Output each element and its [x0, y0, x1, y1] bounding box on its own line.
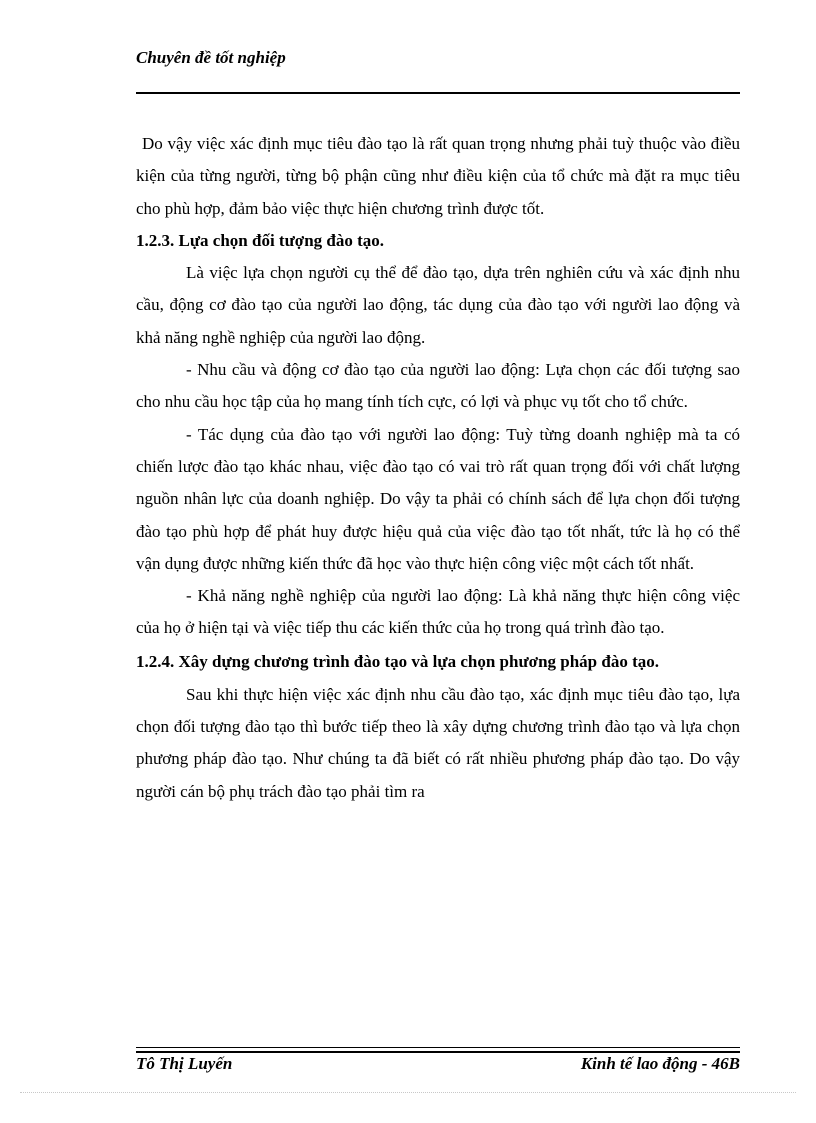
paragraph-program-building: Sau khi thực hiện việc xác định nhu cầu đào tạo, xác định mục tiêu đào tạo, lựa chọn đối tượng đào tạo thì bước tiếp theo là xây dựng chương trình đào tạo và lựa chọn phương pháp đào tạo. Như chúng ta đã biết có rất nhiều phương pháp đào tạo. Do vậy người cán bộ phụ trách đào tạo phải tìm ra: [136, 684, 740, 801]
paragraph-professional-ability: - Khả năng nghề nghiệp của người lao động: Là khả năng thực hiện công việc của họ ở hiện tại và việc tiếp thu các kiến thức của họ trong quá trình đào tạo.: [136, 586, 740, 638]
section-heading-1-2-4: 1.2.4. Xây dựng chương trình đào tạo và lựa chọn phương pháp đào tạo.: [136, 651, 659, 671]
paragraph-intro: Do vậy việc xác định mục tiêu đào tạo là rất quan trọng nhưng phải tuỳ thuộc vào điều kiện của từng người, từng bộ phận cũng như điều kiện của tổ chức mà đặt ra mục tiêu cho phù hợp, đảm bảo việc thực hiện chương trình được tốt.: [136, 134, 740, 218]
document-header-title: Chuyên đề tốt nghiệp: [136, 48, 286, 67]
section-heading-1-2-3: 1.2.3. Lựa chọn đối tượng đào tạo.: [136, 230, 385, 250]
footer-divider-thick: [136, 1051, 740, 1053]
footer-author: Tô Thị Luyến: [136, 1054, 233, 1073]
document-body: [136, 128, 740, 808]
paragraph-needs-motivation: - Nhu cầu và động cơ đào tạo của người lao động: Lựa chọn các đối tượng sao cho nhu cầu học tập của họ mang tính tích cực, có lợi và phục vụ tốt cho tổ chức.: [136, 360, 740, 412]
footer-divider-thin: [136, 1047, 740, 1048]
paragraph-training-effect: - Tác dụng của đào tạo với người lao động: Tuỳ từng doanh nghiệp mà ta có chiến lược đào tạo khác nhau, việc đào tạo có vai trò rất quan trọng đối với chất lượng nguồn nhân lực của doanh nghiệp. Do vậy ta phải có chính sách để lựa chọn đối tượng đào tạo phù hợp để phát huy được hiệu quả của việc đào tạo tốt nhất, tức là họ có thể vận dụng được những kiến thức đã học vào thực hiện công việc một cách tốt nhất.: [136, 424, 740, 573]
paragraph-selection-definition: Là việc lựa chọn người cụ thể để đào tạo, dựa trên nghiên cứu và xác định nhu cầu, động cơ đào tạo của người lao động, tác dụng của đào tạo với người lao động và khả năng nghề nghiệp của người lao động.: [136, 263, 740, 347]
page-bottom-edge: [20, 1092, 796, 1093]
header-divider: [136, 92, 740, 94]
footer-course: Kinh tế lao động - 46B: [580, 1054, 740, 1073]
